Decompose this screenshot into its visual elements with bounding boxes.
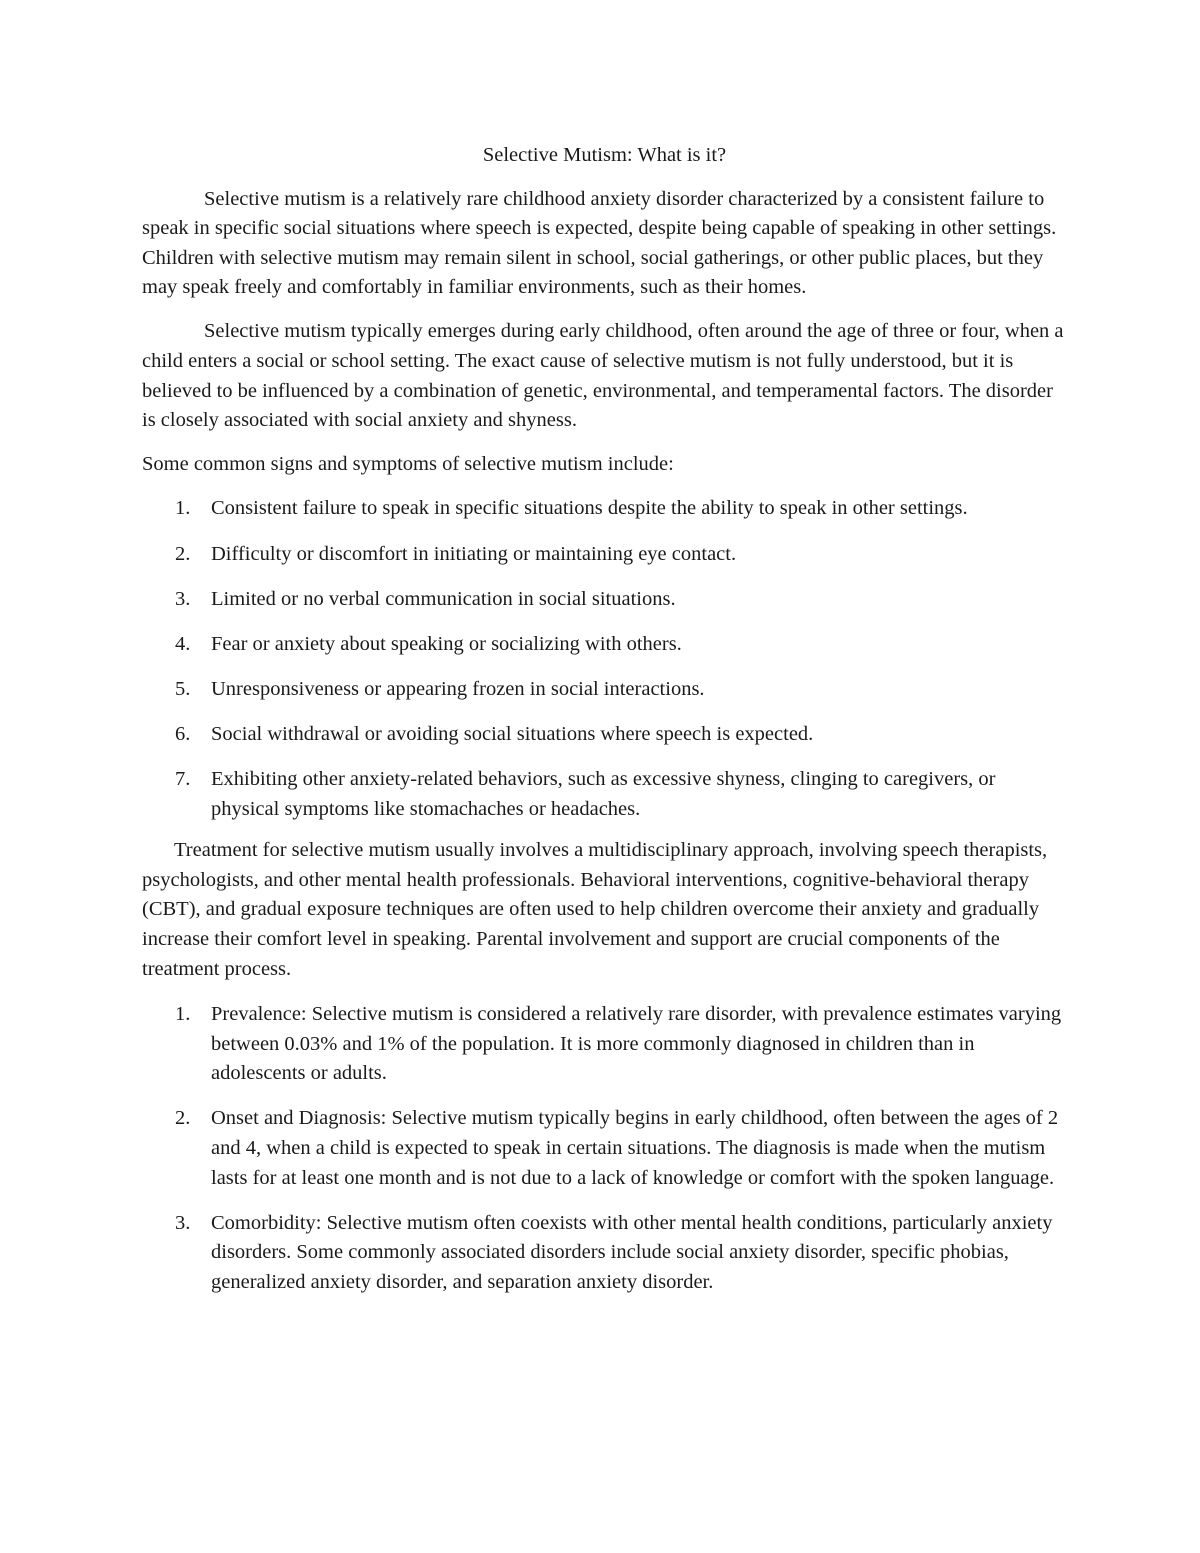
list-number: 6. [175,722,191,745]
list-item [142,1209,1067,1298]
list-number: 5. [175,677,191,700]
intro-paragraph: Selective mutism is a relatively rare childhood anxiety disorder characterized by a consistent failure to speak in specific social situations where speech is expected, despite being capable of speaking in other settings. Children with selective mutism may remain silent in school, social gatherings, or other public places, but they may speak freely and comfortably in familiar environments, such as their homes. [142,187,1057,299]
list-item-text: Exhibiting other anxiety-related behaviors, such as excessive shyness, clinging to caregivers, or physical symptoms like stomachaches or headaches. [211,768,996,820]
list-number: 3. [175,1211,191,1234]
list-item [142,675,1067,705]
list-item-text: Social withdrawal or avoiding social situations where speech is expected. [211,722,814,745]
list-number: 1. [175,497,191,520]
list-number: 1. [175,1003,191,1026]
list-item-text: Unresponsiveness or appearing frozen in social interactions. [211,677,705,700]
list-item [142,540,1067,570]
list-number: 3. [175,587,191,610]
facts-list [142,1000,1067,1297]
list-item-text: Limited or no verbal communication in social situations. [211,587,676,610]
list-item-text: Onset and Diagnosis: Selective mutism typically begins in early childhood, often between the ages of 2 and 4, when a child is expected to speak in certain situations. The diagnosis is made when the mutism lasts for at least one month and is not due to a lack of knowledge or comfort with the spoken language. [211,1107,1059,1189]
list-item [142,1104,1067,1193]
list-item-text: Fear or anxiety about speaking or socializing with others. [211,632,682,655]
onset-paragraph: Selective mutism typically emerges during early childhood, often around the age of three or four, when a child enters a social or school setting. The exact cause of selective mutism is not fully understood, but it is believed to be influenced by a combination of genetic, environmental, and temperamental factors. The disorder is closely associated with social anxiety and shyness. [142,320,1064,432]
treatment-paragraph: Treatment for selective mutism usually involves a multidisciplinary approach, involving speech therapists, psychologists, and other mental health professionals. Behavioral interventions, cognitive-behavioral therapy (CBT), and gradual exposure techniques are often used to help children overcome their anxiety and gradually increase their comfort level in speaking. Parental involvement and support are crucial components of the treatment process. [142,839,1048,980]
list-item [142,1000,1067,1089]
symptoms-list [142,494,1067,824]
list-item-text: Comorbidity: Selective mutism often coexists with other mental health conditions, particularly anxiety disorders. Some commonly associated disorders include social anxiety disorder, specific phobias, generalized anxiety disorder, and separation anxiety disorder. [211,1211,1053,1293]
list-item [142,765,1067,824]
list-item [142,720,1067,750]
document-page [142,141,1067,1312]
list-item-text: Consistent failure to speak in specific situations despite the ability to speak in other settings. [211,497,968,520]
list-number: 2. [175,542,191,565]
list-number: 7. [175,768,191,790]
list-item [142,585,1067,615]
list-item [142,494,1067,524]
list-number: 2. [175,1107,191,1130]
symptoms-intro-paragraph: Some common signs and symptoms of selective mutism include: [142,453,674,476]
list-item-text: Difficulty or discomfort in initiating or maintaining eye contact. [211,542,737,565]
list-item-text: Prevalence: Selective mutism is considered a relatively rare disorder, with prevalence estimates varying between 0.03% and 1% of the population. It is more commonly diagnosed in children than in adolescents or adults. [211,1003,1062,1085]
list-item [142,630,1067,660]
document-title: Selective Mutism: What is it? [482,144,727,166]
list-number: 4. [175,632,191,655]
